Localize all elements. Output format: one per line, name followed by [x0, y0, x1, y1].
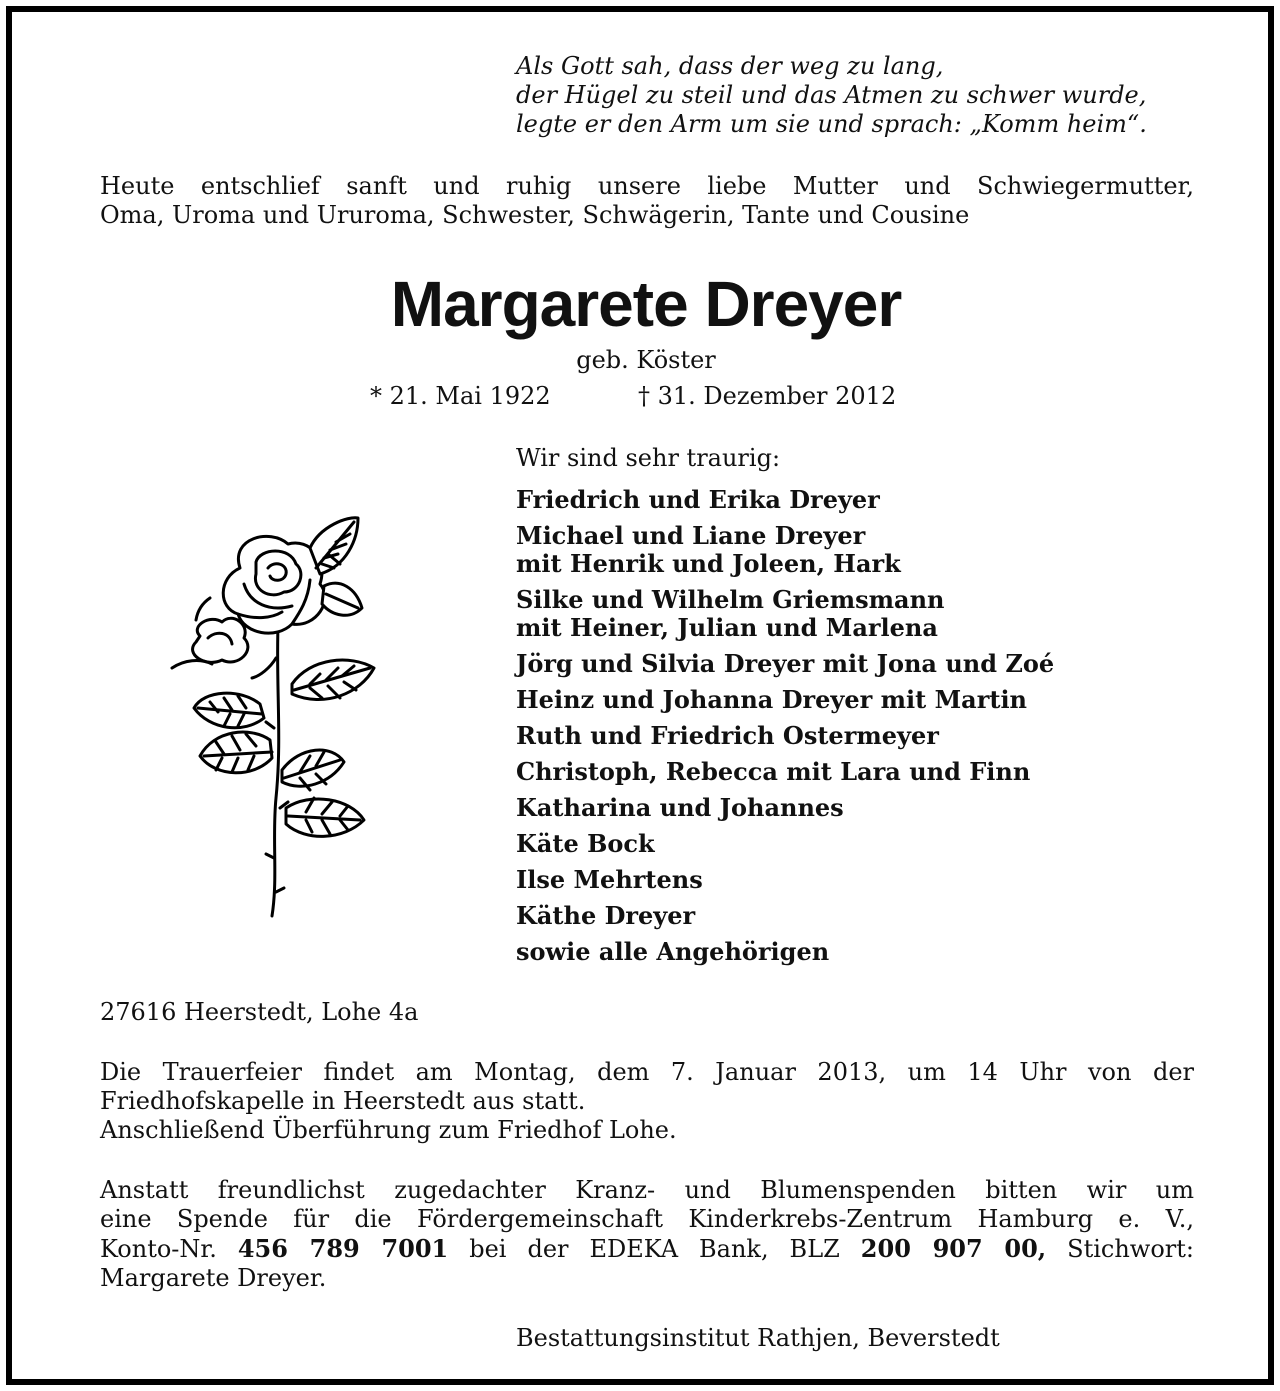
mourners-intro: Wir sind sehr traurig: — [516, 444, 781, 472]
obituary-notice — [6, 6, 1274, 1385]
intro-line: Heute entschlief sanft und ruhig unsere liebe Mutter und Schwiegermutter, — [100, 172, 1194, 200]
poem-line: legte er den Arm um sie und sprach: „Komm heim“. — [516, 110, 1147, 138]
donation-line: Margarete Dreyer. — [100, 1264, 327, 1292]
service-line: Friedhofskapelle in Heerstedt aus statt. — [100, 1087, 586, 1115]
deceased-name: Margarete Dreyer — [390, 268, 902, 340]
death-date: † 31. Dezember 2012 — [638, 382, 897, 410]
donation-line — [100, 1234, 1194, 1264]
service-line: Die Trauerfeier findet am Montag, dem 7. Januar 2013, um 14 Uhr von der — [100, 1058, 1194, 1086]
bank-text: bei der EDEKA Bank, BLZ — [469, 1235, 840, 1263]
mourner-entry — [516, 794, 1054, 822]
service-info — [100, 1058, 1194, 1145]
mourner-line: Friedrich und Erika Dreyer — [516, 485, 880, 514]
mourner-line: Silke und Wilhelm Griemsmann — [516, 585, 945, 614]
mourner-line: Käthe Dreyer — [516, 901, 696, 930]
mourner-entry — [516, 686, 1054, 714]
service-line: Anschließend Überführung zum Friedhof Lohe. — [100, 1116, 677, 1144]
address: 27616 Heerstedt, Lohe 4a — [100, 998, 419, 1026]
mourner-line: mit Henrik und Joleen, Hark — [516, 549, 901, 578]
rose-icon — [160, 508, 380, 924]
mourners-list — [516, 486, 1054, 974]
mourner-line: Christoph, Rebecca mit Lara und Finn — [516, 757, 1031, 786]
mourner-line: mit Heiner, Julian und Marlena — [516, 613, 938, 642]
poem-line: Als Gott sah, dass der weg zu lang, — [516, 52, 944, 80]
undertaker: Bestattungsinstitut Rathjen, Beverstedt — [516, 1324, 1000, 1352]
poem-line: der Hügel zu steil und das Atmen zu schwer wurde, — [516, 81, 1147, 109]
konto-prefix: Konto-Nr. — [100, 1235, 217, 1263]
mourner-line: Jörg und Silvia Dreyer mit Jona und Zoé — [516, 649, 1055, 678]
mourner-entry — [516, 866, 1054, 894]
donation-request — [100, 1176, 1194, 1293]
mourner-line: Käte Bock — [516, 829, 655, 858]
intro-line: Oma, Uroma und Ururoma, Schwester, Schwägerin, Tante und Cousine — [100, 201, 970, 229]
mourner-entry — [516, 902, 1054, 930]
mourner-line: Heinz und Johanna Dreyer mit Martin — [516, 685, 1028, 714]
mourner-line: Katharina und Johannes — [516, 793, 844, 822]
mourner-entry — [516, 722, 1054, 750]
blz-number: 200 907 00, — [860, 1234, 1047, 1263]
maiden-name: geb. Köster — [576, 346, 716, 374]
konto-number: 456 789 7001 — [237, 1234, 449, 1263]
mourner-line: Ruth und Friedrich Ostermeyer — [516, 721, 939, 750]
donation-line: Anstatt freundlichst zugedachter Kranz- und Blumenspenden bitten wir um — [100, 1176, 1194, 1204]
mourner-line: Michael und Liane Dreyer — [516, 521, 866, 550]
mourner-entry — [516, 486, 1054, 514]
mourner-entry — [516, 830, 1054, 858]
poem — [516, 52, 1147, 139]
intro-text — [100, 172, 1194, 230]
mourner-entry — [516, 758, 1054, 786]
birth-date: * 21. Mai 1922 — [370, 382, 551, 410]
mourner-entry — [516, 586, 1054, 642]
stichwort-label: Stichwort: — [1067, 1235, 1194, 1263]
mourner-line: sowie alle Angehörigen — [516, 937, 830, 966]
mourner-entry — [516, 522, 1054, 578]
donation-line: eine Spende für die Fördergemeinschaft Kinderkrebs-Zentrum Hamburg e. V., — [100, 1205, 1194, 1233]
mourner-line: Ilse Mehrtens — [516, 865, 703, 894]
mourner-entry — [516, 938, 1054, 966]
mourner-entry — [516, 650, 1054, 678]
